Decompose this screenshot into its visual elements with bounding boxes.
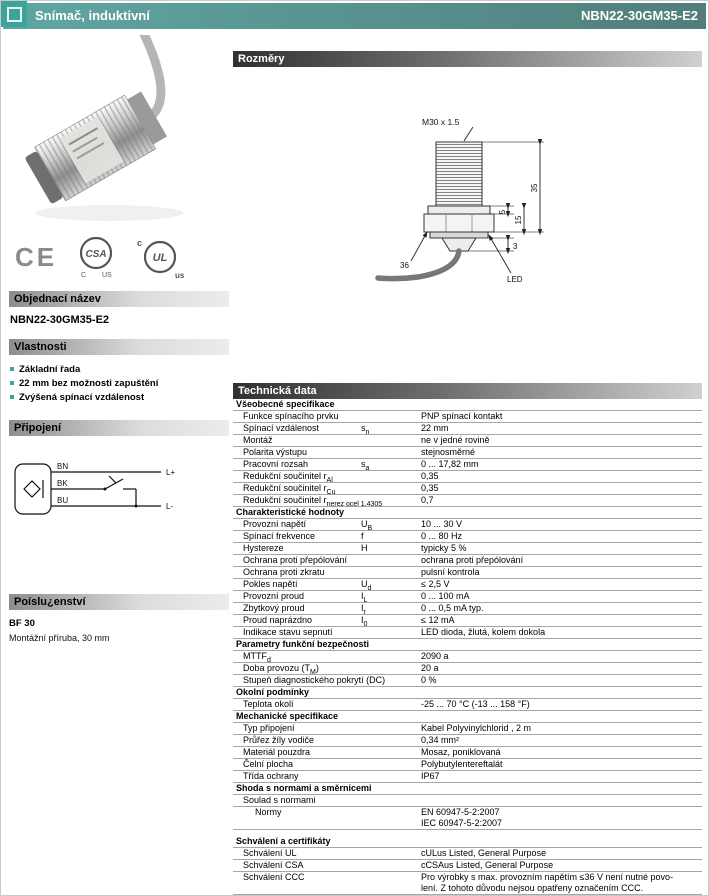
tech-row [233, 699, 702, 711]
tech-row [233, 483, 702, 495]
tech-row [233, 759, 702, 771]
left-column [9, 35, 229, 643]
tech-param-name: Redukční součinitel $r_{Al}$ [243, 471, 333, 484]
tech-param-symbol: $U_B$ [361, 519, 373, 532]
tech-row [233, 848, 702, 860]
tech-param-name: Montáž [243, 435, 273, 445]
tech-row [233, 747, 702, 759]
tech-param-value: 20 a [421, 663, 439, 673]
svg-text:US: US [102, 272, 112, 279]
section-header-dimensions: Rozměry [233, 51, 702, 67]
tech-row [233, 591, 702, 603]
tech-param-name: $MTTF_d$ [243, 651, 271, 664]
feature-item [10, 362, 229, 376]
tech-row [233, 795, 702, 807]
tech-param-value: ochrana proti přepólování [421, 555, 524, 565]
svg-text:c: c [137, 238, 143, 248]
tech-param-name: Spínací frekvence [243, 531, 316, 541]
dim-label-15: 15 [513, 215, 523, 225]
tech-param-symbol: H [361, 543, 368, 553]
section-header-technical-data: Technická data [233, 383, 702, 399]
technical-data-table [233, 399, 702, 895]
tech-param-symbol: $s_n$ [361, 423, 370, 436]
tech-row [233, 807, 702, 830]
label-l-plus: L+ [166, 468, 176, 477]
svg-text:us: us [175, 271, 185, 280]
tech-row [233, 435, 702, 447]
drawing-led-ring [430, 232, 488, 238]
tech-param-value: 0 ... 100 mA [421, 591, 470, 601]
tech-param-value: 2090 a [421, 651, 449, 661]
tech-param-value: 0 ... 0,5 mA typ. [421, 603, 484, 613]
ul-logo-icon [135, 234, 185, 280]
tech-param-value: cULus Listed, General Purpose [421, 848, 547, 858]
accessory-description: Montážní příruba, 30 mm [9, 633, 110, 643]
tech-param-symbol: $I_r$ [361, 603, 366, 616]
tech-param-value: ≤ 2,5 V [421, 579, 450, 589]
tech-row [233, 771, 702, 783]
tech-section-heading: Všeobecné specifikace [233, 399, 702, 411]
top-header-bar [3, 3, 706, 29]
tech-param-value: 0 ... 17,82 mm [421, 459, 479, 469]
tech-param-value: PNP spínací kontakt [421, 411, 503, 421]
tech-row [233, 459, 702, 471]
dim-label-5: 5 [497, 209, 507, 215]
feature-text: 22 mm bez možnosti zapuštění [19, 377, 159, 389]
tech-param-name: Ochrana proti zkratu [243, 567, 325, 577]
features-list [10, 362, 229, 404]
tech-param-name: Redukční součinitel $r_{nerez ocel 1.4305}$ [243, 495, 383, 508]
feature-item [10, 376, 229, 390]
tech-row [233, 663, 702, 675]
tech-param-name: Čelní plocha [243, 759, 294, 769]
tech-param-name: Doba provozu $(T_M)$ [243, 663, 319, 676]
tech-param-name: Funkce spínacího prvku [243, 411, 339, 421]
tech-param-value: 0,7 [421, 495, 434, 505]
tech-row [233, 447, 702, 459]
tech-param-name: Průřez žíly vodiče [243, 735, 315, 745]
dimension-drawing [318, 110, 618, 340]
connection-diagram [9, 448, 219, 536]
dim-label-36: 36 [399, 261, 409, 270]
tech-param-name: Provozní napětí [243, 519, 307, 529]
tech-section-heading: Charakteristické hodnoty [233, 507, 702, 519]
order-designation-value: NBN22-30GM35-E2 [10, 314, 110, 326]
tech-section-heading: Parametry funkční bezpečnosti [233, 639, 702, 651]
tech-param-value: 10 ... 30 V [421, 519, 463, 529]
tech-param-value: 22 mm [421, 423, 449, 433]
section-header-features: Vlastnosti [9, 339, 229, 355]
certification-logos [9, 231, 229, 283]
tech-param-value: Polybutylentereftalát [421, 759, 503, 769]
tech-row [233, 567, 702, 579]
tech-param-name: Hystereze [243, 543, 284, 553]
tech-row [233, 579, 702, 591]
dim-leader-36 [411, 234, 426, 261]
tech-row [233, 675, 702, 687]
tech-param-symbol: f [361, 531, 364, 541]
tech-row [233, 543, 702, 555]
tech-param-value: 0 ... 80 Hz [421, 531, 463, 541]
svg-text:UL: UL [152, 252, 168, 264]
section-header-connection: Připojení [9, 420, 229, 436]
tech-row [233, 531, 702, 543]
tech-param-value: ne v jedné rovině [421, 435, 490, 445]
bullet-icon [10, 395, 14, 399]
tech-param-name: Polarita výstupu [243, 447, 308, 457]
drawing-thread [436, 142, 482, 206]
tech-row [233, 555, 702, 567]
feature-item [10, 390, 229, 404]
tech-param-name: Schválení CCC [243, 872, 305, 882]
tech-param-value: Pro výrobky s max. provozním napětím ≤36 V není nutné povo- lení. Z tohoto důvodu nejsou opatřeny označením CCC. [421, 872, 674, 893]
tech-section-heading: Shoda s normami a směrnicemi [233, 783, 702, 795]
tech-param-name: Normy [255, 807, 282, 817]
tech-param-value: IP67 [421, 771, 440, 781]
tech-param-name: Spínací vzdálenost [243, 423, 320, 433]
tech-param-name: Ochrana proti přepólování [243, 555, 348, 565]
tech-row [233, 627, 702, 639]
tech-param-name: Indikace stavu sepnutí [243, 627, 333, 637]
product-photo [9, 35, 229, 231]
tech-row [233, 651, 702, 663]
tech-param-value: LED dioda, žlutá, kolem dokola [421, 627, 546, 637]
tech-row [233, 735, 702, 747]
tech-row [233, 495, 702, 507]
csa-logo-icon [73, 234, 119, 280]
svg-text:CSA: CSA [85, 249, 107, 260]
tech-param-value: -25 ... 70 °C (-13 ... 158 °F) [421, 699, 530, 709]
brand-logo-icon [1, 1, 27, 27]
tech-param-name: Pracovní rozsah [243, 459, 309, 469]
tech-param-value: 0,35 [421, 483, 439, 493]
tech-row [233, 411, 702, 423]
tech-row [233, 519, 702, 531]
tech-param-name: Proud naprázdno [243, 615, 313, 625]
tech-row [233, 872, 702, 895]
tech-section-heading: Mechanické specifikace [233, 711, 702, 723]
section-header-accessories: Poíslu¿enství [9, 594, 229, 610]
right-column [233, 51, 702, 895]
feature-text: Základní řada [19, 363, 81, 375]
feature-text: Zvýšená spínací vzdálenost [19, 391, 145, 403]
tech-param-name: Zbytkový proud [243, 603, 305, 613]
tech-param-name: Pokles napětí [243, 579, 298, 589]
bullet-icon [10, 367, 14, 371]
tech-row [233, 860, 702, 872]
tech-param-symbol: $I_L$ [361, 591, 368, 604]
sensor-body-group [9, 35, 199, 208]
tech-param-value: 0 % [421, 675, 437, 685]
tech-section-heading: Okolní podmínky [233, 687, 702, 699]
tech-param-name: Teplota okolí [243, 699, 294, 709]
tech-row [233, 603, 702, 615]
tech-section-heading: Schválení a certifikáty [233, 836, 702, 848]
product-code-title: NBN22-30GM35-E2 [580, 8, 698, 23]
tech-param-value [421, 795, 702, 806]
tech-row [233, 471, 702, 483]
drawing-cable [378, 251, 459, 279]
sensor-product-image [9, 35, 229, 231]
tech-param-value: ≤ 12 mA [421, 615, 455, 625]
tech-param-value: 0,34 mm² [421, 735, 460, 745]
tech-param-name: Stupeň diagnostického pokrytí (DC) [243, 675, 386, 685]
led-label: LED [506, 275, 523, 284]
tech-param-name: Schválení UL [243, 848, 297, 858]
thread-label: M30 x 1.5 [421, 117, 459, 127]
tech-param-value: Mosaz, poniklovaná [421, 747, 501, 757]
accessory-name: BF 30 [9, 618, 35, 629]
tech-param-value: Kabel Polyvinylchlorid , 2 m [421, 723, 532, 733]
tech-row [233, 423, 702, 435]
tech-param-name: Schválení CSA [243, 860, 304, 870]
tech-param-name: Redukční součinitel $r_{Cu}$ [243, 483, 336, 496]
tech-param-symbol: $s_a$ [361, 459, 370, 472]
tech-row [233, 615, 702, 627]
sensor-symbol-box [15, 464, 51, 514]
product-category-title: Snímač, induktivní [35, 8, 150, 23]
bullet-icon [10, 381, 14, 385]
tech-row [233, 723, 702, 735]
tech-param-symbol: $I_0$ [361, 615, 368, 628]
drawing-nut [424, 214, 494, 232]
tech-param-value: cCSAus Listed, General Purpose [421, 860, 554, 870]
tech-param-name: Třída ochrany [243, 771, 299, 781]
tech-param-name: Typ připojení [243, 723, 295, 733]
photo-shadow [35, 205, 183, 221]
tech-param-name: Provozní proud [243, 591, 305, 601]
dimension-drawing-area [233, 67, 702, 383]
dim-label-3: 3 [512, 242, 517, 251]
tech-param-value: pulsní kontrola [421, 567, 480, 577]
tech-param-value: typicky 5 % [421, 543, 467, 553]
tech-param-value: stejnosměrné [421, 447, 476, 457]
label-bn: BN [57, 462, 69, 471]
tech-param-name: Soulad s normami [243, 795, 316, 805]
tech-param-symbol: $U_d$ [361, 579, 372, 592]
tech-param-value: 0,35 [421, 471, 439, 481]
label-l-minus: L- [166, 502, 174, 511]
dim-label-35: 35 [529, 183, 539, 193]
svg-text:C: C [81, 272, 87, 279]
section-header-order-designation: Objednací název [9, 291, 229, 307]
drawing-flange [428, 206, 490, 214]
ce-mark-icon: CE [15, 241, 58, 272]
label-bu: BU [57, 496, 69, 505]
label-bk: BK [57, 479, 68, 488]
inductive-symbol-icon [24, 481, 40, 497]
tech-param-name: Materiál pouzdra [243, 747, 311, 757]
tech-param-value: EN 60947-5-2:2007 IEC 60947-5-2:2007 [421, 807, 503, 828]
